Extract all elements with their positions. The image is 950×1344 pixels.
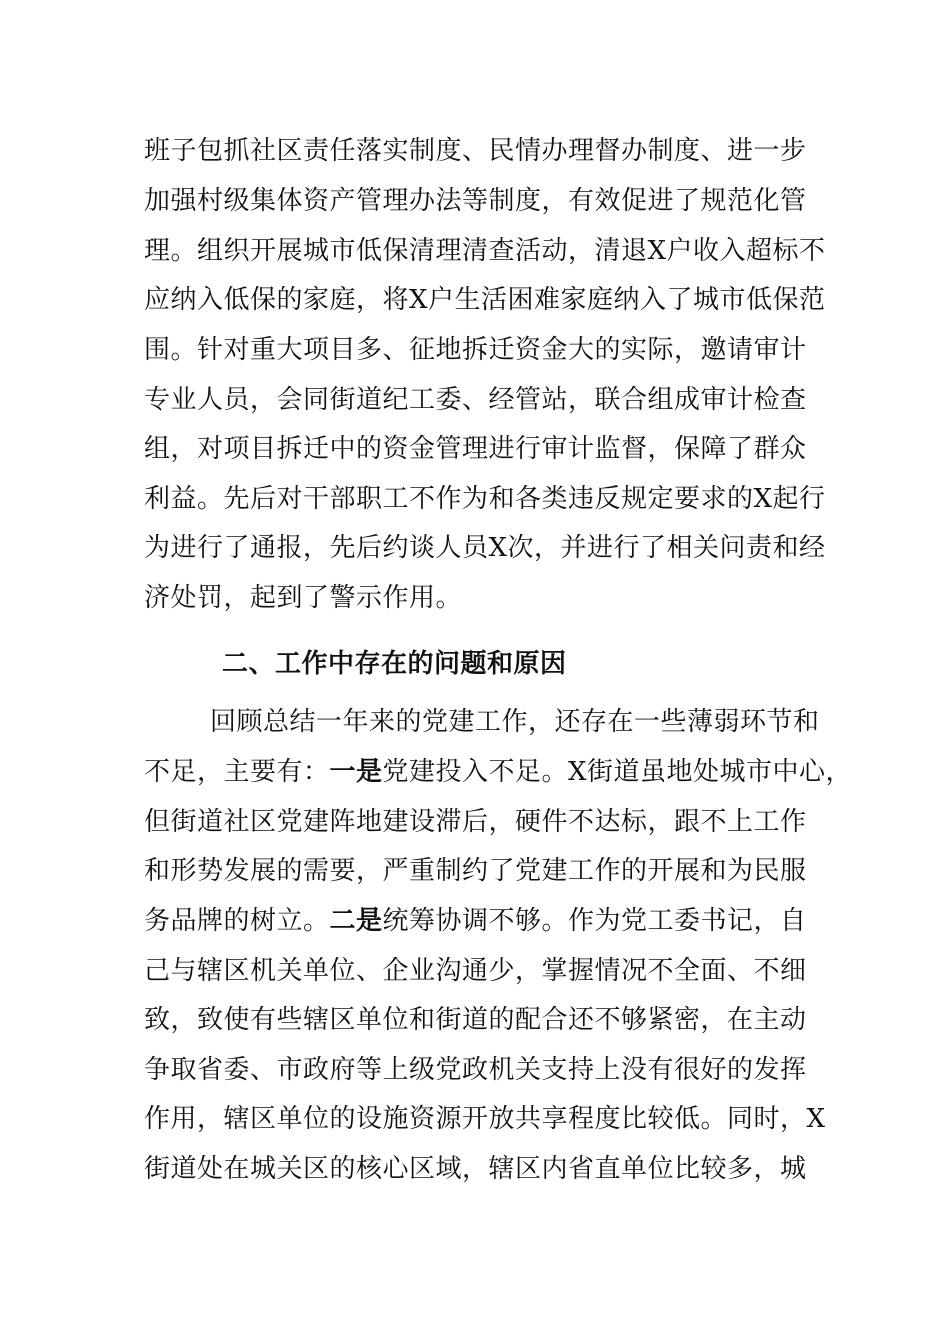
line-text: 党建投入不足。X街道虽地处城市中心， (382, 757, 853, 787)
paragraph-line: 班子包抓社区责任落实制度、民情办理督办制度、进一步 (144, 136, 807, 166)
paragraph-line: 和形势发展的需要，严重制约了党建工作的开展和为民服 (144, 856, 807, 886)
paragraph-line: 围。针对重大项目多、征地拆迁资金大的实际，邀请审计 (144, 335, 807, 365)
paragraph-line: 利益。先后对干部职工不作为和各类违反规定要求的X起行 (144, 484, 826, 514)
paragraph-line: 为进行了通报，先后约谈人员X次，并进行了相关问责和经 (144, 533, 826, 563)
emphasis-first: 一是 (329, 757, 383, 787)
paragraph-line: 作用，辖区单位的设施资源开放共享程度比较低。同时，X (144, 1104, 826, 1134)
paragraph-line: 己与辖区机关单位、企业沟通少，掌握情况不全面、不细 (144, 956, 807, 986)
paragraph-line: 组，对项目拆迁中的资金管理进行审计监督，保障了群众 (144, 434, 807, 464)
paragraph-line: 专业人员，会同街道纪工委、经管站，联合组成审计检查 (144, 385, 807, 415)
line-text: 不足，主要有： (144, 757, 330, 787)
paragraph-line: 但街道社区党建阵地建设滞后，硬件不达标，跟不上工作 (144, 807, 807, 837)
emphasis-second: 二是 (329, 906, 383, 936)
paragraph-line: 街道处在城关区的核心区域，辖区内省直单位比较多，城 (144, 1154, 807, 1184)
paragraph-line (144, 756, 852, 788)
paragraph-line: 回顾总结一年来的党建工作，还存在一些薄弱环节和 (210, 707, 820, 737)
paragraph-line (144, 905, 807, 937)
paragraph-line: 争取省委、市政府等上级党政机关支持上没有很好的发挥 (144, 1055, 807, 1085)
line-text: 务品牌的树立。 (144, 906, 330, 936)
paragraph-line: 加强村级集体资产管理办法等制度，有效促进了规范化管 (144, 186, 807, 216)
section-heading: 二、工作中存在的问题和原因 (222, 649, 567, 679)
paragraph-line: 应纳入低保的家庭，将X户生活困难家庭纳入了城市低保范 (144, 285, 826, 315)
line-text: 统筹协调不够。作为党工委书记，自 (382, 906, 807, 936)
paragraph-line: 致，致使有些辖区单位和街道的配合还不够紧密，在主动 (144, 1005, 807, 1035)
paragraph-line: 济处罚，起到了警示作用。 (144, 583, 463, 613)
paragraph-line: 理。组织开展城市低保清理清查活动，清退X户收入超标不 (144, 236, 826, 266)
